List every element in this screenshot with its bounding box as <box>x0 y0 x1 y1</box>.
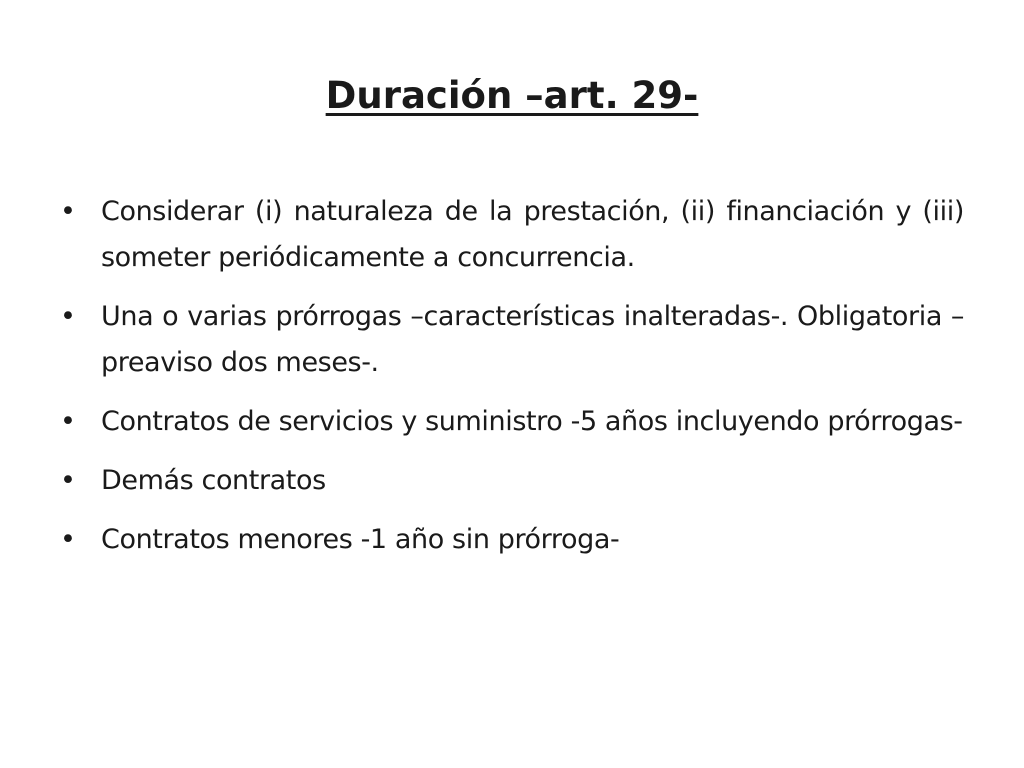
bullet-text: Demás contratos <box>101 465 326 496</box>
bullet-list <box>60 189 964 576</box>
bullet-text: Una o varias prórrogas –características inalteradas-. Obligatoria –preaviso dos meses-. <box>101 301 964 378</box>
bullet-item <box>60 517 964 563</box>
bullet-dot-icon: • <box>60 196 76 227</box>
slide-title <box>0 70 1024 122</box>
slide-title-text: Duración –art. 29- <box>325 74 699 117</box>
bullet-dot-icon: • <box>60 465 76 496</box>
bullet-item <box>60 458 964 504</box>
bullet-text: Contratos de servicios y suministro -5 años incluyendo prórrogas- <box>101 406 963 437</box>
bullet-item <box>60 294 964 386</box>
bullet-dot-icon: • <box>60 406 76 437</box>
bullet-item <box>60 399 964 445</box>
bullet-item <box>60 189 964 281</box>
bullet-dot-icon: • <box>60 524 76 555</box>
bullet-text: Considerar (i) naturaleza de la prestación, (ii) financiación y (iii) someter periódicamente a concurrencia. <box>101 196 964 273</box>
bullet-dot-icon: • <box>60 301 76 332</box>
bullet-text: Contratos menores -1 año sin prórroga- <box>101 524 620 555</box>
